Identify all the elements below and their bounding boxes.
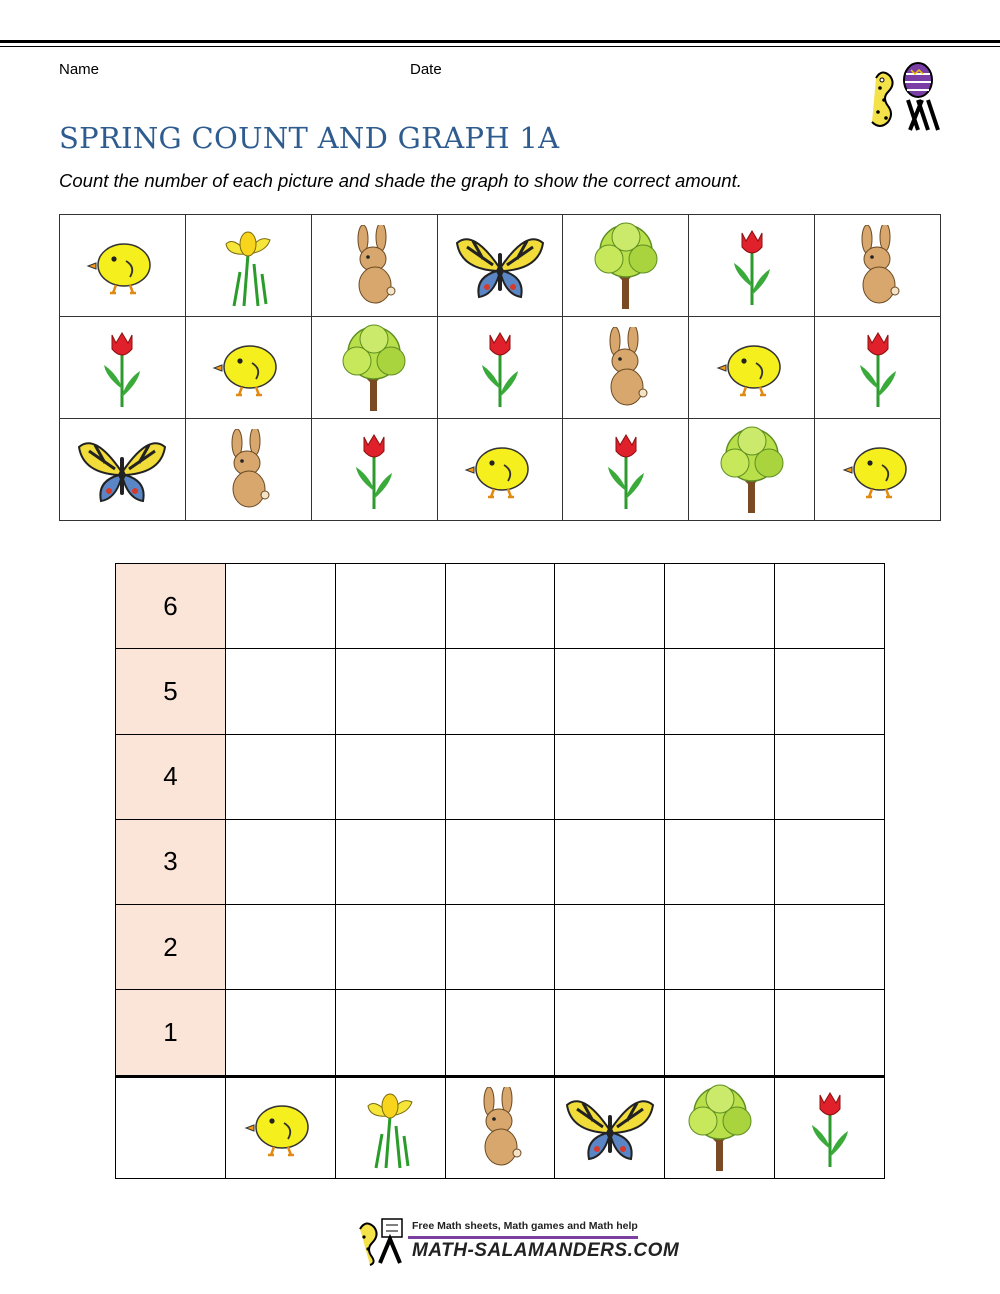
- butterfly-picture-cell: [60, 419, 186, 521]
- graph-cell-bunny[interactable]: [445, 564, 555, 649]
- graph-level-label: 6: [116, 564, 226, 649]
- chick-icon: [689, 337, 814, 399]
- pictograph-grid: [115, 563, 885, 1179]
- chick-icon: [186, 337, 311, 399]
- daffodil-icon: [186, 224, 311, 308]
- graph-category-tree: [665, 1076, 775, 1178]
- graph-row: [116, 564, 885, 649]
- graph-cell-butterfly[interactable]: [555, 990, 665, 1076]
- bunny-icon: [446, 1087, 555, 1169]
- graph-category-bunny: [445, 1076, 555, 1178]
- butterfly-picture-cell: [437, 215, 563, 317]
- graph-cell-butterfly[interactable]: [555, 734, 665, 819]
- graph-cell-butterfly[interactable]: [555, 564, 665, 649]
- tree-icon: [689, 425, 814, 515]
- graph-row: [116, 649, 885, 734]
- graph-cell-chick[interactable]: [225, 734, 335, 819]
- graph-category-row: [116, 1076, 885, 1178]
- bunny-icon: [312, 225, 437, 307]
- top-rule: [0, 40, 1000, 43]
- chick-icon: [60, 235, 185, 297]
- tree-icon: [563, 221, 688, 311]
- graph-cell-bunny[interactable]: [445, 649, 555, 734]
- tulip-icon: [438, 327, 563, 409]
- picture-grid: [59, 214, 941, 521]
- butterfly-icon: [60, 433, 185, 507]
- bunny-picture-cell: [185, 419, 311, 521]
- tree-picture-cell: [311, 317, 437, 419]
- bunny-icon: [815, 225, 940, 307]
- graph-cell-daffodil[interactable]: [335, 990, 445, 1076]
- graph-level-label: 1: [116, 990, 226, 1076]
- graph-cell-bunny[interactable]: [445, 905, 555, 990]
- picture-row: [60, 215, 941, 317]
- footer-tagline: Free Math sheets, Math games and Math help: [412, 1220, 638, 1232]
- picture-row: [60, 419, 941, 521]
- graph-cell-chick[interactable]: [225, 990, 335, 1076]
- graph-level-label: 3: [116, 819, 226, 904]
- graph-level-label: 2: [116, 905, 226, 990]
- graph-row: [116, 905, 885, 990]
- salamander-logo-icon: [866, 60, 942, 132]
- graph-level-label: 5: [116, 649, 226, 734]
- name-label: Name: [59, 61, 100, 78]
- graph-cell-bunny[interactable]: [445, 819, 555, 904]
- bunny-picture-cell: [311, 215, 437, 317]
- tulip-icon: [775, 1087, 884, 1169]
- graph-row: [116, 819, 885, 904]
- date-label: Date: [410, 61, 442, 78]
- tulip-picture-cell: [815, 317, 941, 419]
- bunny-icon: [563, 327, 688, 409]
- graph-row: [116, 990, 885, 1076]
- tree-picture-cell: [563, 215, 689, 317]
- tree-icon: [665, 1083, 774, 1173]
- chick-icon: [815, 439, 940, 501]
- tulip-icon: [60, 327, 185, 409]
- graph-level-label: 4: [116, 734, 226, 819]
- tulip-icon: [312, 429, 437, 511]
- top-rule-thin: [0, 46, 1000, 47]
- butterfly-icon: [555, 1091, 664, 1165]
- graph-cell-tree[interactable]: [665, 734, 775, 819]
- tulip-icon: [815, 327, 940, 409]
- chick-picture-cell: [185, 317, 311, 419]
- daffodil-icon: [336, 1086, 445, 1170]
- daffodil-picture-cell: [185, 215, 311, 317]
- chick-picture-cell: [60, 215, 186, 317]
- chick-picture-cell: [815, 419, 941, 521]
- graph-cell-tree[interactable]: [665, 905, 775, 990]
- chick-icon: [226, 1097, 335, 1159]
- graph-row: [116, 734, 885, 819]
- graph-cell-tree[interactable]: [665, 990, 775, 1076]
- graph-cell-tulip[interactable]: [775, 905, 885, 990]
- graph-category-daffodil: [335, 1076, 445, 1178]
- graph-cell-tulip[interactable]: [775, 734, 885, 819]
- graph-cell-butterfly[interactable]: [555, 819, 665, 904]
- chick-picture-cell: [437, 419, 563, 521]
- tulip-picture-cell: [563, 419, 689, 521]
- graph-cell-daffodil[interactable]: [335, 564, 445, 649]
- butterfly-icon: [438, 229, 563, 303]
- tulip-icon: [689, 225, 814, 307]
- graph-cell-tree[interactable]: [665, 819, 775, 904]
- instructions: Count the number of each picture and shade the graph to show the correct amount.: [59, 170, 742, 191]
- graph-cell-daffodil[interactable]: [335, 819, 445, 904]
- chick-picture-cell: [689, 317, 815, 419]
- graph-cell-chick[interactable]: [225, 649, 335, 734]
- picture-row: [60, 317, 941, 419]
- page-title: SPRING COUNT AND GRAPH 1A: [59, 121, 560, 155]
- graph-cell-chick[interactable]: [225, 819, 335, 904]
- footer-rule: [408, 1236, 638, 1239]
- bunny-icon: [186, 429, 311, 511]
- graph-cell-tulip[interactable]: [775, 564, 885, 649]
- tulip-icon: [563, 429, 688, 511]
- bunny-picture-cell: [563, 317, 689, 419]
- graph-cell-tulip[interactable]: [775, 819, 885, 904]
- tree-picture-cell: [689, 419, 815, 521]
- graph-cell-bunny[interactable]: [445, 734, 555, 819]
- bunny-picture-cell: [815, 215, 941, 317]
- graph-category-butterfly: [555, 1076, 665, 1178]
- footer-site: MATH-SALAMANDERS.COM: [412, 1240, 680, 1261]
- tulip-picture-cell: [311, 419, 437, 521]
- graph-cell-chick[interactable]: [225, 564, 335, 649]
- graph-cell-tree[interactable]: [665, 564, 775, 649]
- graph-category-tulip: [775, 1076, 885, 1178]
- graph-cell-butterfly[interactable]: [555, 649, 665, 734]
- graph-cell-tree[interactable]: [665, 649, 775, 734]
- chick-icon: [438, 439, 563, 501]
- graph-cell-daffodil[interactable]: [335, 905, 445, 990]
- graph-cell-daffodil[interactable]: [335, 734, 445, 819]
- tree-icon: [312, 323, 437, 413]
- graph-category-chick: [225, 1076, 335, 1178]
- graph-cell-butterfly[interactable]: [555, 905, 665, 990]
- graph-cell-tulip[interactable]: [775, 649, 885, 734]
- graph-cell-chick[interactable]: [225, 905, 335, 990]
- tulip-picture-cell: [689, 215, 815, 317]
- graph-corner-cell: [116, 1076, 226, 1178]
- graph-cell-bunny[interactable]: [445, 990, 555, 1076]
- graph-cell-tulip[interactable]: [775, 990, 885, 1076]
- graph-cell-daffodil[interactable]: [335, 649, 445, 734]
- tulip-picture-cell: [60, 317, 186, 419]
- tulip-picture-cell: [437, 317, 563, 419]
